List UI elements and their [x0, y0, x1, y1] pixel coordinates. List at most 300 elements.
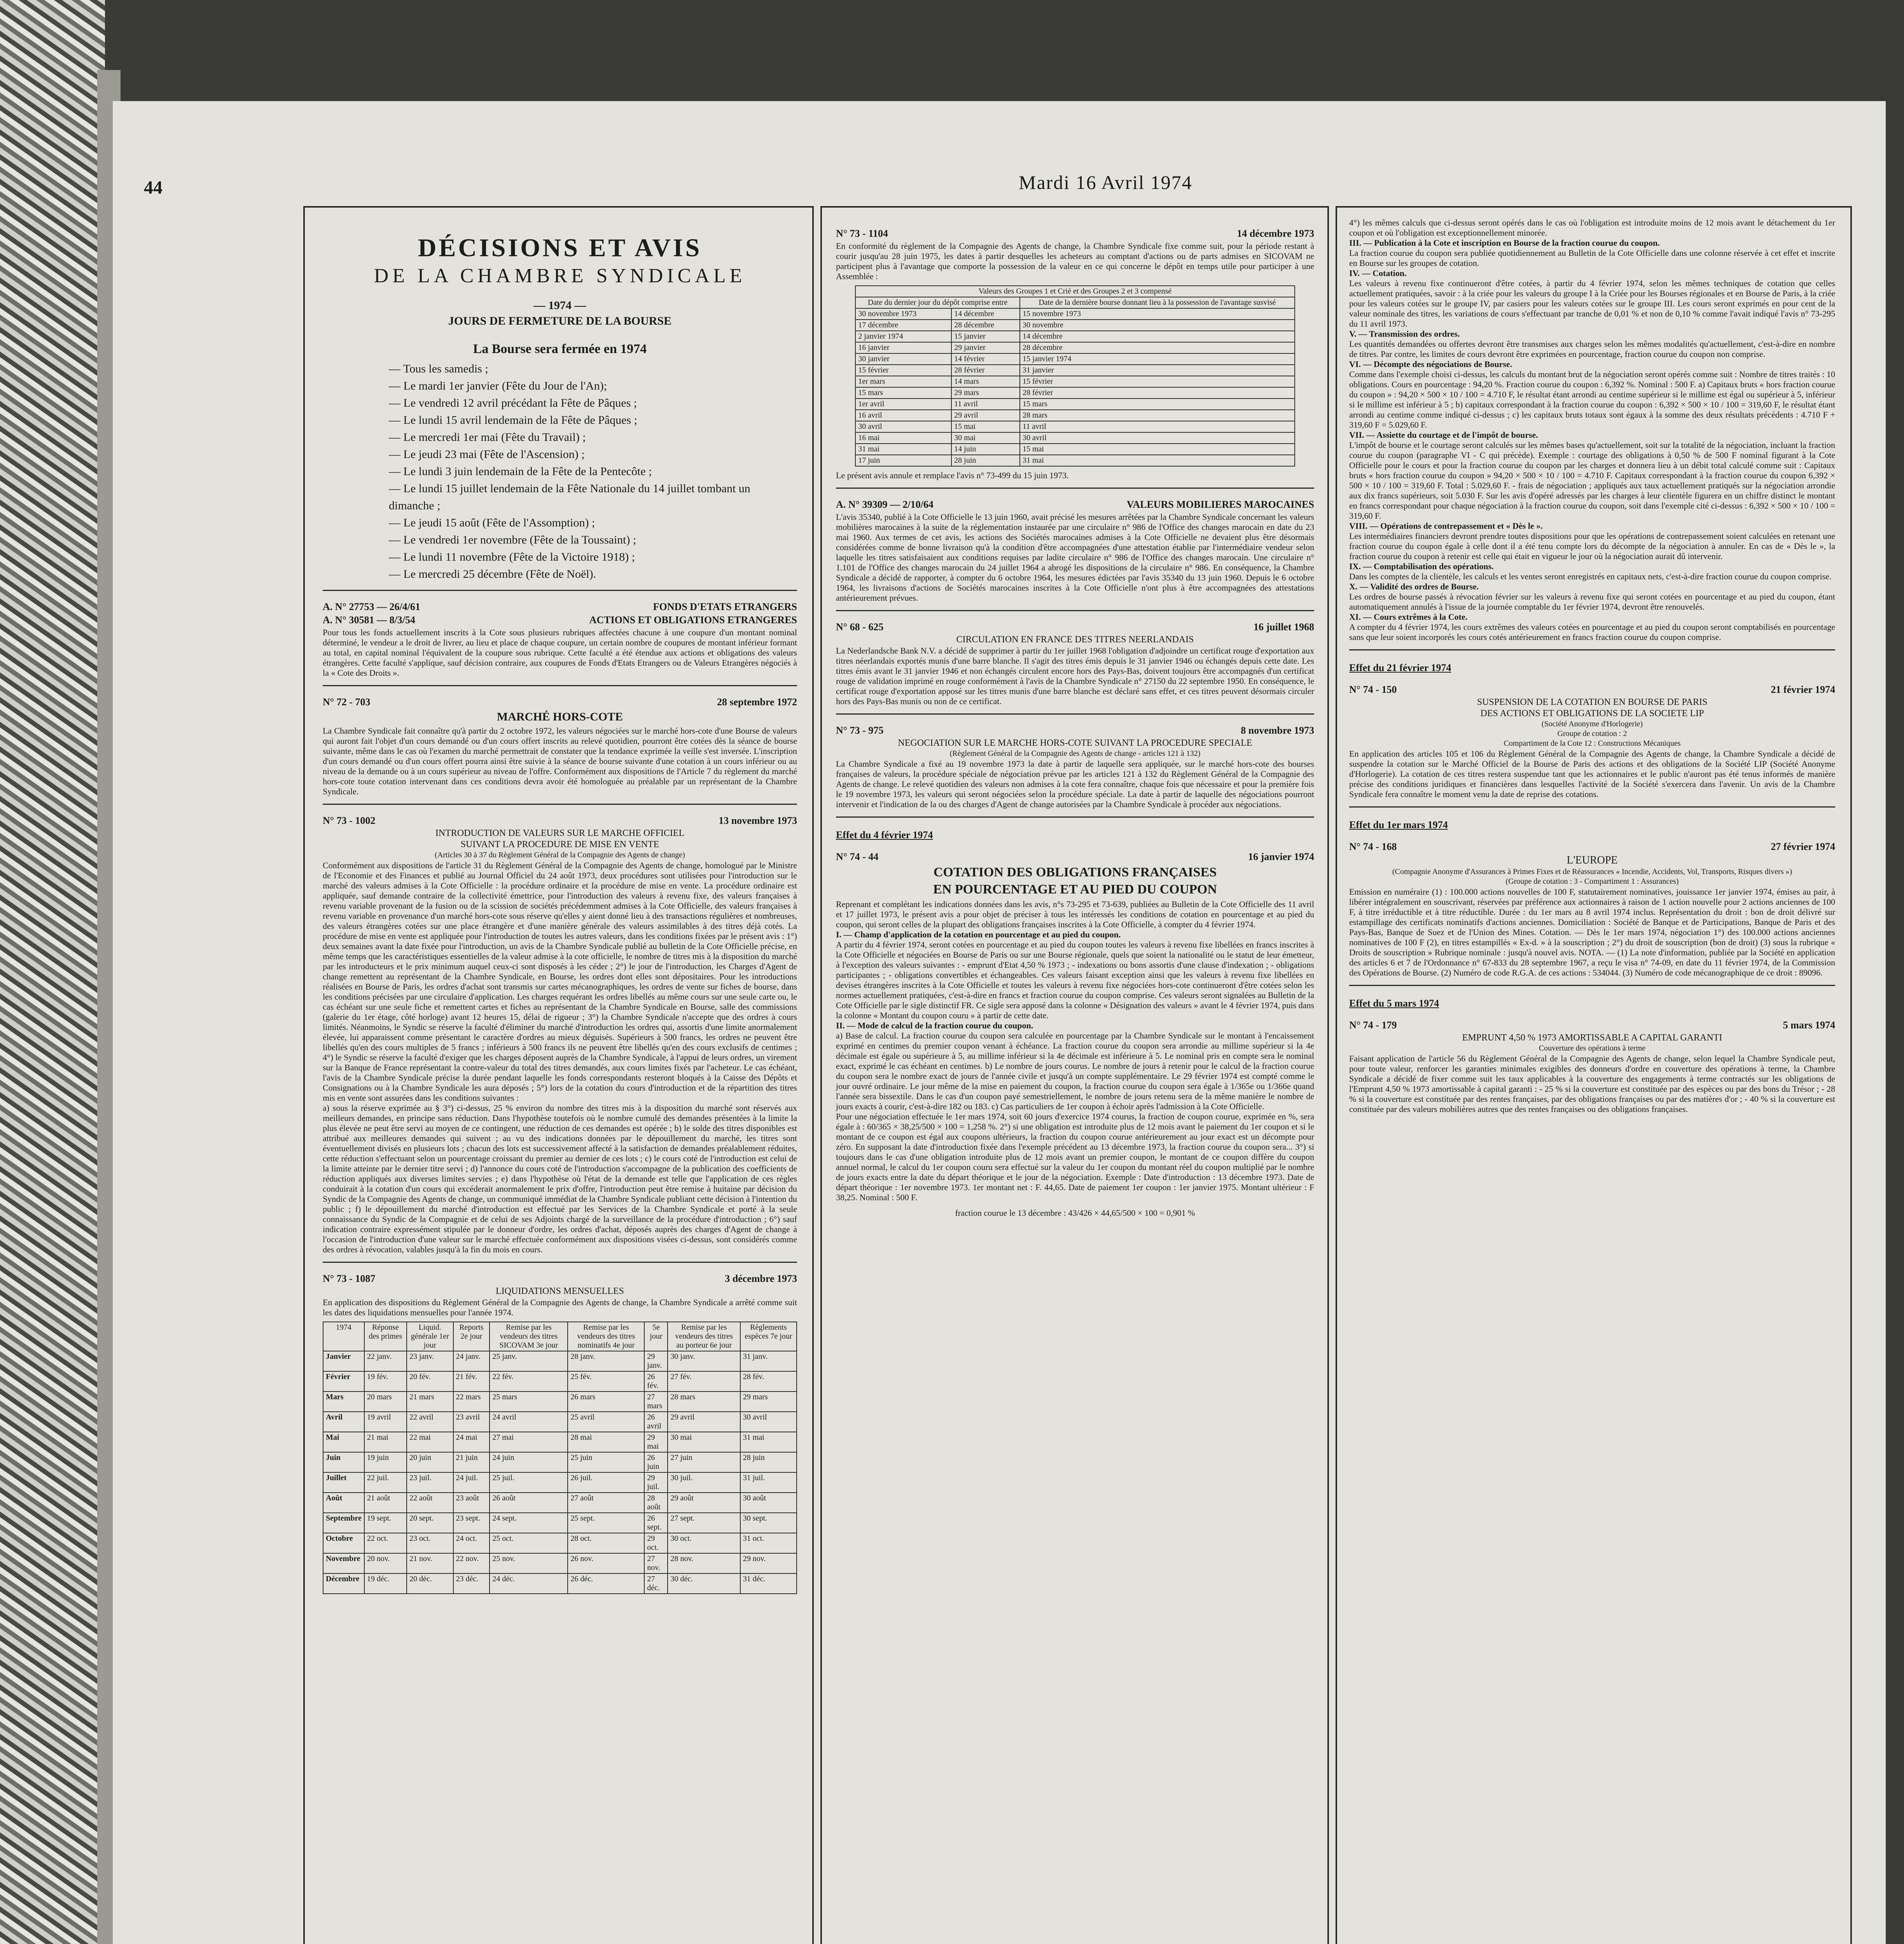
- avis-ref: N° 72 - 703: [323, 696, 371, 708]
- table-cell: 20 juin: [407, 1452, 453, 1472]
- table-cell: 15 février: [1020, 376, 1295, 387]
- column-header: Date du dernier jour du dépôt comprise entre: [855, 297, 1020, 308]
- avis-ref-row: [1349, 1019, 1835, 1031]
- table-cell: 28 fév.: [740, 1371, 797, 1392]
- table-cell: 29 janv.: [644, 1351, 668, 1371]
- table-header-row: [323, 1322, 797, 1351]
- table-cell: 14 juin: [951, 444, 1020, 455]
- table-cell: Septembre: [323, 1513, 364, 1533]
- divider: [323, 685, 797, 686]
- table-row: [855, 410, 1295, 421]
- avis-ref: N° 73 - 1104: [836, 228, 888, 239]
- table-cell: 22 mars: [453, 1392, 490, 1412]
- section-heading: X. — Validité des ordres de Bourse.: [1349, 582, 1479, 591]
- table-cell: 30 janvier: [855, 353, 951, 365]
- column-header: Remise par les vendeurs des titres SICOVAM 3e jour: [490, 1322, 568, 1351]
- table-cell: 23 janv.: [407, 1351, 453, 1371]
- table-row: [855, 432, 1295, 444]
- table-cell: 15 mai: [951, 421, 1020, 432]
- table-cell: 25 juin: [568, 1452, 644, 1472]
- table-cell: 22 nov.: [453, 1553, 490, 1573]
- table-cell: 21 mai: [364, 1432, 407, 1452]
- avis-ref-row: [836, 499, 1314, 510]
- table-cell: 26 juil.: [568, 1472, 644, 1493]
- table-cell: 11 avril: [951, 399, 1020, 410]
- divider: [323, 804, 797, 805]
- table-row: [323, 1533, 797, 1553]
- avis-date: 3 décembre 1973: [725, 1273, 797, 1284]
- effect-date-heading: Effet du 1er mars 1974: [1349, 819, 1448, 830]
- table-cell: 24 janv.: [453, 1351, 490, 1371]
- avis-title: SUSPENSION DE LA COTATION EN BOURSE DE PARIS: [1477, 697, 1708, 707]
- table-cell: 29 juil.: [644, 1472, 668, 1493]
- divider: [1349, 649, 1835, 650]
- avis-text: L'impôt de bourse et le courtage seront calculés sur les mêmes bases qu'actuellement, soit sur la totalité de la négociation, incluant la fraction courue du coupon (paragraphe VI - C qui précède). Exemple : courtage des obligations à 0,50 % de 500 F nominal figurant à la Cote Officielle pour le cours et pour la fraction courue du coupon par les charges et donnera lieu à un débit total calculé comme suit : Capitaux bruts « hors fraction courue du coupon » 94,20 × 500 × 10 / 100 = 4.710 F. Capitaux correspondant à la fraction courue du coupon 6,392 × 500 × 10 / 100 = 319,60 F. Total : 5.029,60 F. - frais de négociation ; appliqués aux taux actuellement pratiqués sur la négociation arrondie aux dix francs supérieurs, soit 5.030 F. Sur les avis d'opéré adressés par les charges à leur clientèle figurera en un chiffre distinct le montant en francs correspondant pour chaque négociation à la fraction courue du coupon, soit dans l'exemple cité ci-dessus : 6,392 × 500 × 10 / 100 = 319,60 F.: [1349, 440, 1835, 521]
- column-1: [323, 218, 797, 1594]
- table-cell: 22 août: [407, 1493, 453, 1513]
- table-cell: 25 sept.: [568, 1513, 644, 1533]
- avis-text: Conformément aux dispositions de l'article 31 du Règlement Général de la Compagnie des Agents de change, homologué par le Ministre de l'Economie et des Finances et publié au Journal Officiel du 24 août 1973, deux procédures sont utilisées pour l'introduction sur le marché des valeurs admises à la Cote Officielle : la procédure ordinaire et la procédure de mise en vente. La procédure ordinaire est appliquée, sauf demande contraire de la collectivité émettrice, pour l'introduction des valeurs à revenu fixe, des valeurs françaises à revenu variable provenant de la fusion ou de la scission de sociétés précédemment admises à la Cote Officielle, des valeurs françaises à revenu variable en provenance d'un marché hors-cote sous réserve qu'elles y aient donné lieu à des transactions régulières et nombreuses, des valeurs étrangères cotées sur une place étrangère et d'une manière générale des valeurs assimilables à des titres déjà cotés. La procédure de mise en vente est appliquée pour l'introduction de toutes les autres valeurs, dans les conditions fixées par le présent avis : 1°) deux semaines avant la date fixée pour l'introduction, un avis de la Chambre Syndicale publié au bulletin de la Cote Officielle précise, en même temps que les caractéristiques essentielles de la valeur admise à la cote officielle, le nombre de titres mis à la disposition du marché par les introducteurs et le prix minimum auquel ceux-ci sont disposés à les céder ; 2°) le jour de l'introduction, les Charges d'Agent de change remettent au représentant de la Chambre Syndicale, en Bourse, les ordres dont elles sont dépositaires. Pour les introductions réalisées en Bourse de Paris, les ordres d'achat sont transmis sur cartes mécanographiques, les ordres de vente sur fiches de bourse, dans les conditions précisées par une circulaire d'application. Les charges requérant les ordres libellés au même cours sur une seule carte ou, le cas échéant sur une seule fiche et remettent cartes et fiches au représentant de la Chambre Syndicale en Bourse, salle des commissions (galerie du 1er étage, côté horloge) avant 12 heures 15, délai de rigueur ; 3°) la Chambre Syndicale n'accepte que des ordres à cours limités. Néanmoins, le Syndic se réserve la faculté d'éliminer du marché d'introduction les ordres qui, assortis d'une limite anormalement élevée, lui apparaissent comme présentant le caractère d'ordres au mieux déguisés. Supérieurs à 500 francs, les ordres ne peuvent être libellés qu'en des cours multiples de 5 francs ; inférieurs à 500 francs ils ne peuvent être libellés qu'en des cours exclusifs de centimes ; 4°) le Syndic se réserve la faculté d'exiger que les charges déposent auprès de la Chambre Syndicale, à l'appui de leurs ordres, un virement sur la Banque de France représentant la contre-valeur du total des titres demandés, aux cours limites fixés par l'acheteur. Le cas échéant, l'avis de la Chambre Syndicale précise la durée pendant laquelle les fonds correspondants resteront bloqués à la Caisse des Dépôts et Consignations ou à la Chambre Syndicale les aura déposés ; 5°) lors de la cotation du cours d'introduction et de la répartition des titres mis en vente sont assurées dans les conditions suivantes :: [323, 860, 797, 1103]
- avis-text: Les ordres de bourse passés à révocation février sur les valeurs à revenu fixe qui seront cotées en pourcentage et au pied du coupon, étant automatiquement annulés à l'issue de la journée comptable du 1er février 1974, devront être renouvelés.: [1349, 592, 1835, 612]
- avis-title: LIQUIDATIONS MENSUELLES: [496, 1286, 624, 1296]
- table-row: [323, 1412, 797, 1432]
- section-heading: XI. — Cours extrêmes à la Cote.: [1349, 612, 1468, 622]
- table-cell: 20 fév.: [407, 1371, 453, 1392]
- table-cell: 24 oct.: [453, 1533, 490, 1553]
- avis-date: 27 février 1974: [1771, 841, 1835, 852]
- avis-subtitle: Compartiment de la Cote 12 : Constructions Mécaniques: [1504, 739, 1681, 748]
- table-cell: 26 mars: [568, 1392, 644, 1412]
- avis-date: 13 novembre 1973: [719, 815, 797, 826]
- avis-ref-row: [323, 696, 797, 708]
- table-cell: 30 mai: [951, 432, 1020, 444]
- section-heading: IX. — Comptabilisation des opérations.: [1349, 561, 1494, 571]
- avis-text: La Chambre Syndicale fait connaître qu'à partir du 2 octobre 1972, les valeurs négociées sur le marché hors-cote d'une Bourse de valeurs qui auront fait l'objet d'un cours demandé ou d'un cours offert inscrits au relevé quotidien, pourront être cotées dès la séance de bourse suivante, même dans le cas où l'examen du marché permettrait de constater que la tendance exprimée la veille s'est inversée. L'inscription d'un cours demandé ou d'un cours offert pourra ainsi être suivie à la séance de bourse suivante d'une cotation à un cours inférieur ou au niveau de la demande ou à un cours supérieur au niveau de l'offre. Conformément aux dispositions de l'Article 7 du règlement du marché hors-cote toute cotation intervenant dans ces conditions devra avoir été homologuée au préalable par un représentant de la Chambre Syndicale.: [323, 726, 797, 796]
- avis-ref: N° 68 - 625: [836, 621, 884, 633]
- table-cell: 17 juin: [855, 455, 951, 466]
- section-heading: VII. — Assiette du courtage et de l'impôt de bourse.: [1349, 430, 1538, 440]
- table-header-row: [855, 297, 1295, 308]
- effect-date-heading: Effet du 4 février 1974: [836, 829, 933, 841]
- table-cell: 26 sept.: [644, 1513, 668, 1533]
- table-row: [323, 1432, 797, 1452]
- page-number: 44: [144, 177, 163, 198]
- table-cell: 20 déc.: [407, 1573, 453, 1594]
- avis-title: NEGOCIATION SUR LE MARCHE HORS-COTE SUIVANT LA PROCEDURE SPECIALE: [898, 738, 1252, 748]
- avis-title: L'EUROPE: [1567, 854, 1618, 866]
- avis-text: a) sous la réserve exprimée au § 3°) ci-dessus, 25 % environ du nombre des titres mis à la disposition du marché sont réservés aux meilleurs demandes, en principe sans réduction. Dans l'hypothèse toutefois où le nombre cumulé des demandes présentées à la limite la plus élevée ne peut être servi au moyen de ce contingent, une réduction de ces demandes est opérée ; b) le solde des titres disponibles est attribué aux meilleures demandes qui suivent ; au vu des indications données par le dépouillement du marché, les titres sont éventuellement divisés en plusieurs lots ; chacun des lots est successivement affecté à la satisfaction de demandes préalablement réduites, cette réduction s'effectuant selon un pourcentage croissant du premier au dernier de ces lots ; c) le cours coté de l'introduction est celui de la limite atteinte par le dernier titre servi ; d) l'annonce du cours coté de l'introduction s'accompagne de la publication des coefficients de réduction appliqués aux diverses limites servies ; e) dans l'hypothèse où l'état de la demande est telle que l'application de ces règles conduirait à la cotation d'un cours qui excéderait anormalement le prix d'offre, l'introduction peut être remise à huitaine par décision du Syndic de la Compagnie des Agents de change, un communiqué immédiat de la Chambre Syndicale publiant cette décision à l'intention du public ; f) le dépouillement du marché d'introduction est effectué par les Services de la Chambre Syndicale et porté à la seule connaissance du Syndic de la Compagnie et de celui de ses Adjoints chargé de la surveillance de la procédure d'introduction ; 6°) sauf indication contraire expressément stipulée par le donneur d'ordre, les ordres d'achat, déposés auprès des charges d'Agent de change à l'occasion de l'introduction d'une valeur sur le marché effectuée conformément aux dispositions visées ci-dessus, sont considérés comme des ordres à révocation, valables jusqu'à la fin du mois en cours.: [323, 1103, 797, 1254]
- table-row: [855, 353, 1295, 365]
- table-cell: 23 déc.: [453, 1573, 490, 1594]
- avis-text: En application des articles 105 et 106 du Règlement Général de la Compagnie des Agents de change, la Chambre Syndicale a décidé de suspendre la cotation sur le Marché Officiel de la Bourse de Paris des actions et des obligations de la Société LIP (Société Anonyme d'Horlogerie). La cotation de ces titres restera suspendue tant que les actionnaires et le public n'auront pas été tenus informés de manière précise des conditions juridiques et financières dans lesquelles l'activité de la Société s'exercera dans l'avenir. Un avis de la Chambre Syndicale fera connaître le moment venu la date de reprise des cotations.: [1349, 749, 1835, 799]
- table-row: [323, 1392, 797, 1412]
- avis-ref-row: [836, 621, 1314, 633]
- avis-title: VALEURS MOBILIERES MAROCAINES: [1126, 499, 1314, 510]
- table-cell: Décembre: [323, 1573, 364, 1594]
- table-row: [323, 1513, 797, 1533]
- table-cell: 15 mars: [1020, 399, 1295, 410]
- avis-text: Les valeurs à revenu fixe continueront d'être cotées, à partir du 4 février 1974, selon les mêmes techniques de cotation que celles actuellement pratiquées, savoir : à la criée pour les valeurs du groupe I à la Criée pour les Bourses régionales et en Bourse de Paris, à la criée pour les valeurs cotées sur le groupe IV, par casiers pour les valeurs cotées sur le groupe III. Les cours seront exprimés en pour cent de la valeur nominale des titres, les variations de cours s'effectuant par tranche de 0,01 % et non de 0,10 % comme l'avait indiqué l'avis n° 73-295 du 11 avril 1973.: [1349, 278, 1835, 329]
- table-cell: 17 décembre: [855, 320, 951, 331]
- avis-ref: N° 74 - 150: [1349, 684, 1397, 695]
- table-cell: 16 mai: [855, 432, 951, 444]
- avis-date: 14 décembre 1973: [1237, 228, 1314, 239]
- table-cell: 16 avril: [855, 410, 951, 421]
- table-cell: 30 août: [740, 1493, 797, 1513]
- table-cell: 23 oct.: [407, 1533, 453, 1553]
- column-header: Remise par les vendeurs des titres nominatifs 4e jour: [568, 1322, 644, 1351]
- closing-day: — Le vendredi 12 avril précédant la Fête de Pâques ;: [389, 397, 637, 409]
- closing-day: — Le jeudi 15 août (Fête de l'Assomption) ;: [389, 516, 595, 529]
- table-cell: 30 avril: [1020, 432, 1295, 444]
- avis-title: SUIVANT LA PROCEDURE DE MISE EN VENTE: [460, 839, 659, 850]
- table-cell: 28 oct.: [568, 1533, 644, 1553]
- effect-date-heading: Effet du 21 février 1974: [1349, 662, 1451, 673]
- closing-day: — Le jeudi 23 mai (Fête de l'Ascension) ;: [389, 448, 585, 461]
- avis-text: En conformité du règlement de la Compagnie des Agents de change, la Chambre Syndicale fixe comme suit, pour la période restant à courir jusqu'au 28 juin 1975, les dates à partir desquelles les acheteurs au comptant d'actions ou de parts admises en SICOVAM ne participent plus à l'avantage que comporte la possession de la valeur en ce qui concerne le dépôt en temps utile pour participer à une Assemblée :: [836, 241, 1314, 281]
- table-cell: 30 mai: [668, 1432, 740, 1452]
- table-cell: 14 février: [951, 353, 1020, 365]
- closing-days-list: [323, 360, 797, 583]
- table-row: [323, 1493, 797, 1513]
- closing-intro: La Bourse sera fermée en 1974: [473, 342, 647, 356]
- closing-day: — Le mercredi 25 décembre (Fête de Noël).: [389, 568, 596, 580]
- table-cell: 14 décembre: [1020, 331, 1295, 342]
- table-cell: 25 janv.: [490, 1351, 568, 1371]
- table-cell: 20 nov.: [364, 1553, 407, 1573]
- table-cell: Janvier: [323, 1351, 364, 1371]
- avis-text: A partir du 4 février 1974, seront cotées en pourcentage et au pied du coupon toutes les valeurs à revenu fixe libellées en francs inscrites à la Cote Officielle et négociées en Bourse de Paris ou sur une Bourse régionale, quels que soient la nationalité ou le statut de leur émetteur, à l'exception des valeurs suivantes : - emprunt d'Etat 4,50 % 1973 ; - indexations ou bons assortis d'une clause d'indexation ; - obligations participantes ; - obligations convertibles et échangeables. Ces valeurs faisant exception ainsi que les valeurs à revenu fixe libellées en devises étrangères inscrites à la Cote Officielle et toutes les valeurs à revenu fixe négociées hors-cote continueront d'être cotées selon les normes actuellement pratiquées, c'est-à-dire en francs et fraction courue du coupon comprise. Ces valeurs seront signalées au Bulletin de la Cote Officielle par le sigle distinctif FR. Ce sigle sera apposé dans la colonne « Désignation des valeurs » avant le 4 février 1974, puis dans la colonne « Montant du coupon couru » à partir de cette date.: [836, 940, 1314, 1020]
- table-cell: 15 février: [855, 365, 951, 376]
- table-caption: Valeurs des Groupes 1 et Crié et des Groupes 2 et 3 compensé: [855, 286, 1295, 297]
- avis-ref: A. N° 39309 — 2/10/64: [836, 499, 934, 510]
- table-cell: 28 juin: [951, 455, 1020, 466]
- table-cell: 15 janvier 1974: [1020, 353, 1295, 365]
- avis-title: COTATION DES OBLIGATIONS FRANÇAISES: [933, 865, 1217, 879]
- table-row: [323, 1472, 797, 1493]
- avis-ref-row: [323, 815, 797, 827]
- closing-day: — Le lundi 15 juillet lendemain de la Fête Nationale du 14 juillet tombant un dimanche ;: [389, 482, 750, 512]
- table-cell: 28 décembre: [951, 320, 1020, 331]
- table-cell: 27 août: [568, 1493, 644, 1513]
- table-cell: Mars: [323, 1392, 364, 1412]
- table-cell: 25 oct.: [490, 1533, 568, 1553]
- avis-text: Pour tous les fonds actuellement inscrits à la Cote sous plusieurs rubriques affectées chacune à une coupure d'un montant nominal déterminé, le vendeur a le droit de livrer, au lieu et place de chaque coupure, un certain nombre de coupures de montant inférieur formant au total, en capital nominal l'équivalent de la coupure sous rubrique. Cette faculté a été étendue aux actions et obligations des valeurs étrangères. Cette faculté s'applique, sauf décision contraire, aux coupures de Fonds d'Etats Etrangers ou de Valeurs Etrangères négociés à la « Cote des Droits ».: [323, 628, 797, 678]
- table-cell: 31 mai: [855, 444, 951, 455]
- table-cell: 15 janvier: [951, 331, 1020, 342]
- table-cell: 25 nov.: [490, 1553, 568, 1573]
- avis-subtitle: (Société Anonyme d'Horlogerie): [1541, 720, 1643, 728]
- avis-ref-row: [1349, 841, 1835, 853]
- avis-text: Les quantités demandées ou offertes devront être transmises aux charges selon les mêmes modalités qu'actuellement, c'est-à-dire en nombre de titres. Par contre, les limites de cours devront être exprimées en pourcentage, fraction courue du coupon non comprise.: [1349, 339, 1835, 359]
- avis-ref-row: [323, 614, 797, 626]
- closing-day: — Le lundi 11 novembre (Fête de la Victoire 1918) ;: [389, 551, 635, 563]
- divider: [323, 590, 797, 591]
- section-heading: VI. — Décompte des négociations de Bourse.: [1349, 359, 1512, 369]
- table-cell: 30 janv.: [668, 1351, 740, 1371]
- table-row: [855, 387, 1295, 399]
- table-cell: 29 mars: [951, 387, 1020, 399]
- table-cell: 14 décembre: [951, 308, 1020, 320]
- avis-date: 16 juillet 1968: [1254, 621, 1314, 633]
- table-cell: 11 avril: [1020, 421, 1295, 432]
- table-cell: 2 janvier 1974: [855, 331, 951, 342]
- column-header: 5e jour: [644, 1322, 668, 1351]
- table-cell: 20 mars: [364, 1392, 407, 1412]
- divider: [1349, 985, 1835, 986]
- column-header: Liquid. générale 1er jour: [407, 1322, 453, 1351]
- table-cell: 15 mars: [855, 387, 951, 399]
- table-cell: 27 nov.: [644, 1553, 668, 1573]
- table-cell: 30 juil.: [668, 1472, 740, 1493]
- closing-day: — Le lundi 3 juin lendemain de la Fête de la Pentecôte ;: [389, 465, 652, 478]
- closing-day: — Le lundi 15 avril lendemain de la Fête de Pâques ;: [389, 414, 637, 427]
- avis-text: La fraction courue du coupon sera publiée quotidiennement au Bulletin de la Cote Officielle dans une colonne réservée à cet effet et inscrite en Bourse sur les groupes de cotation.: [1349, 248, 1835, 268]
- table-row: [323, 1452, 797, 1472]
- avis-subtitle: (Groupe de cotation : 3 - Compartiment 1 : Assurances): [1505, 877, 1679, 886]
- table-cell: 21 fév.: [453, 1371, 490, 1392]
- section-heading: III. — Publication à la Cote et inscription en Bourse de la fraction courue du coupon.: [1349, 238, 1660, 248]
- section-heading: VIII. — Opérations de contrepassement et « Dès le ».: [1349, 521, 1543, 531]
- table-cell: 22 mai: [407, 1432, 453, 1452]
- avis-title: FONDS D'ETATS ETRANGERS: [653, 601, 797, 612]
- avis-title: MARCHÉ HORS-COTE: [497, 710, 623, 723]
- table-cell: 28 décembre: [1020, 342, 1295, 353]
- divider: [323, 1262, 797, 1263]
- section-heading: I. — Champ d'application de la cotation en pourcentage et au pied du coupon.: [836, 930, 1121, 939]
- avis-ref: N° 73 - 975: [836, 725, 884, 736]
- avis-date: 8 novembre 1973: [1241, 725, 1314, 736]
- table-cell: 25 juil.: [490, 1472, 568, 1493]
- avis-ref: N° 74 - 44: [836, 851, 879, 862]
- avis-subtitle: (Compagnie Anonyme d'Assurances à Primes Fixes et de Réassurances « Incendie, Accidents, Vol, Transports, Risques divers »): [1392, 867, 1792, 876]
- table-cell: 28 février: [951, 365, 1020, 376]
- table-cell: 14 mars: [951, 376, 1020, 387]
- table-cell: 29 août: [668, 1493, 740, 1513]
- table-cell: 25 mars: [490, 1392, 568, 1412]
- table-cell: 19 déc.: [364, 1573, 407, 1594]
- table-row: [323, 1371, 797, 1392]
- table-cell: Juillet: [323, 1472, 364, 1493]
- table-cell: 24 avril: [490, 1412, 568, 1432]
- closing-heading: JOURS DE FERMETURE DE LA BOURSE: [448, 315, 672, 327]
- main-title: DÉCISIONS ET AVIS: [418, 234, 702, 262]
- liquidation-table: [323, 1322, 797, 1594]
- table-cell: 15 mai: [1020, 444, 1295, 455]
- closing-day: — Le vendredi 1er novembre (Fête de la Toussaint) ;: [389, 533, 636, 546]
- table-row: [855, 376, 1295, 387]
- sicovam-table: [855, 285, 1295, 467]
- column-header: 1974: [323, 1322, 364, 1351]
- table-cell: 1er mars: [855, 376, 951, 387]
- table-cell: 22 juil.: [364, 1472, 407, 1493]
- divider: [836, 713, 1314, 715]
- table-cell: Août: [323, 1493, 364, 1513]
- avis-subtitle: (Articles 30 à 37 du Règlement Général de la Compagnie des Agents de change): [435, 851, 685, 859]
- avis-ref: N° 73 - 1087: [323, 1273, 376, 1284]
- table-row: [323, 1351, 797, 1371]
- avis-ref: N° 73 - 1002: [323, 815, 376, 826]
- table-cell: 29 mai: [644, 1432, 668, 1452]
- avis-ref-row: [323, 1273, 797, 1285]
- table-cell: 31 mai: [1020, 455, 1295, 466]
- table-cell: 31 déc.: [740, 1573, 797, 1594]
- table-cell: 28 mai: [568, 1432, 644, 1452]
- table-cell: 20 sept.: [407, 1513, 453, 1533]
- table-cell: 30 sept.: [740, 1513, 797, 1533]
- table-cell: 28 août: [644, 1493, 668, 1513]
- table-cell: 24 sept.: [490, 1513, 568, 1533]
- table-cell: 27 juin: [668, 1452, 740, 1472]
- table-cell: 19 juin: [364, 1452, 407, 1472]
- column-header: Reports 2e jour: [453, 1322, 490, 1351]
- table-cell: 21 juin: [453, 1452, 490, 1472]
- table-cell: 21 août: [364, 1493, 407, 1513]
- avis-date: 21 février 1974: [1771, 684, 1835, 695]
- table-cell: 27 mars: [644, 1392, 668, 1412]
- section-heading: IV. — Cotation.: [1349, 268, 1407, 278]
- table-cell: 26 août: [490, 1493, 568, 1513]
- avis-text: Emission en numéraire (1) : 100.000 actions nouvelles de 100 F, statutairement nominatives, jouissance 1er janvier 1974, émises au pair, à libérer intégralement en souscrivant, réservées par préférence aux actionnaires à raison de 1 action nouvelle pour 2 actions anciennes de 100 F, à titre irréductible et à titre réductible. Durée : du 1er mars au 8 avril 1974 inclus. Représentation du droit : bon de droit délivré sur estampillage des certificats nominatifs d'actions anciennes. Domiciliation : Société de Banque et de Participations, Banque de Paris et des Pays-Bas, Banque de Suez et de l'Union des Mines. Cotation. — Dès le 1er mars 1974, négociation 1°) des 100.000 actions anciennes nominatives de 100 F (2), en titres estampillés « Ex-d. » à la souscription ; 2°) du droit de souscription (bon de droit) (3) sous la rubrique « Droits de souscription » Rubrique nominale : jusqu'à nouvel avis. NOTA. — (1) La note d'information, publiée par la Société en application des articles 6 et 7 de l'Ordonnance n° 67-833 du 28 septembre 1967, a reçu le visa n° 74-09, en date du 11 février 1974, de la Commission des Opérations de Bourse. (2) Numéro de code R.G.A. de ces actions : 534044. (3) Numéro de code mécanographique de ce droit : 89096.: [1349, 887, 1835, 977]
- table-row: [855, 455, 1295, 466]
- table-cell: 29 oct.: [644, 1533, 668, 1553]
- table-cell: 28 février: [1020, 387, 1295, 399]
- table-cell: 25 fév.: [568, 1371, 644, 1392]
- table-cell: 31 juil.: [740, 1472, 797, 1493]
- avis-text: L'avis 35340, publié à la Cote Officielle le 13 juin 1960, avait précisé les mesures arrêtées par la Chambre Syndicale concernant les valeurs mobilières marocaines à la suite de la réglementation instaurée par une circulaire n° 986 de l'Office des changes marocain en date du 23 mai 1960. Aux termes de cet avis, les actions des Sociétés marocaines admises à la Cote Officielle ne devaient plus être désormais considérées comme de bonne livraison qu'à la condition d'être accompagnées d'une attestation établie par l'intermédiaire vendeur selon laquelle les titres satisfaisaient aux conditions requises par ladite circulaire n° 986 de l'Office des changes marocain. Une circulaire n° 1.101 de l'Office des changes marocain du 24 juillet 1964 a abrogé les dispositions de la circulaire n° 986. En conséquence, la Chambre Syndicale a décidé de rapporter, à compter du 6 octobre 1964, les mesures édictées par l'avis 35340 du 13 juin 1960. Depuis le 6 octobre 1964, les livraisons d'actions de Sociétés marocaines inscrites à la Cote Officielle n'ont plus à être accompagnées des attestations antérieurement prévues.: [836, 512, 1314, 603]
- table-cell: 24 juil.: [453, 1472, 490, 1493]
- table-cell: 23 sept.: [453, 1513, 490, 1533]
- avis-ref-row: [836, 228, 1314, 240]
- avis-title: CIRCULATION EN FRANCE DES TITRES NEERLANDAIS: [956, 635, 1194, 645]
- divider: [836, 488, 1314, 489]
- table-row: [323, 1553, 797, 1573]
- table-cell: 26 fév.: [644, 1371, 668, 1392]
- table-cell: 30 novembre 1973: [855, 308, 951, 320]
- table-cell: Février: [323, 1371, 364, 1392]
- avis-ref: N° 74 - 168: [1349, 841, 1397, 852]
- table-cell: 29 nov.: [740, 1553, 797, 1573]
- avis-ref-row: [836, 725, 1314, 736]
- avis-text: La Nederlandsche Bank N.V. a décidé de supprimer à partir du 1er juillet 1968 l'obligation d'adjoindre un certificat rouge d'exportation aux titres néerlandais exportés munis d'une barre blanche. Il s'agit des titres émis depuis le 31 janvier 1946 ou échangés depuis cette date. Les titres émis avant le 31 janvier 1946 et non échangés circulent encore hors des Pays-Bas, doivent toujours être accompagnés d'un certificat rouge de validation imprimé en rouge conformément à l'avis de la Chambre Syndicale n° 27150 du 22 septembre 1950. En conséquence, le certificat rouge d'exportation apposé sur les titres munis d'une barre blanche est déclaré sans effet, et ces titres peuvent désormais circuler hors des Pays-Bas munis ou non de ce certificat.: [836, 646, 1314, 706]
- divider: [836, 610, 1314, 611]
- table-cell: 30 oct.: [668, 1533, 740, 1553]
- table-cell: 19 avril: [364, 1412, 407, 1432]
- avis-ref: A. N° 27753 — 26/4/61: [323, 601, 420, 612]
- effect-date-heading: Effet du 5 mars 1974: [1349, 998, 1439, 1009]
- avis-title: ACTIONS ET OBLIGATIONS ETRANGERES: [589, 614, 797, 626]
- table-cell: 21 nov.: [407, 1553, 453, 1573]
- table-row: [855, 342, 1295, 353]
- table-cell: 30 avril: [740, 1412, 797, 1432]
- section-heading: II. — Mode de calcul de la fraction courue du coupon.: [836, 1021, 1033, 1030]
- table-cell: 29 avril: [951, 410, 1020, 421]
- divider: [1349, 806, 1835, 808]
- avis-text: Les intermédiaires financiers devront prendre toutes dispositions pour que les opérations de contrepassement soient calculées en retenant une fraction courue du coupon égale à celle dont il a été tenu compte lors du décompte de la négociation à annuler. En cas de « Dès le », la fraction courue du coupon à retenir est celle qui était en vigueur le jour où la négociation aurait dû intervenir.: [1349, 531, 1835, 561]
- formula: fraction courue le 13 décembre : 43/426 × 44,65/500 × 100 = 0,901 %: [955, 1208, 1195, 1218]
- avis-text: a) Base de calcul. La fraction courue du coupon sera calculée en pourcentage par la Chambre Syndicale sur le montant à l'encaissement exprimé en centimes du premier coupon venant à échéance. La fraction courue du coupon sera arrondie au millime supérieur si la 4e décimale est égale ou supérieure à 5, au millime inférieur si la 4e décimale est inférieure à 5. Le nominal pris en compte sera le nominal exact, exprimé le cas échéant en centimes. b) Le nombre de jours courus. Le nombre de jours à retenir pour le calcul de la fraction courue du coupon sera le nombre exact de jours de l'année civile et jusqu'à un compte supplémentaire. Le 29 février 1974 est compté comme le jour ouvré ordinaire. Le jour même de la mise en paiement du coupon, la fraction courue du coupon sera égale à 1/365e ou 1/366e quand l'année sera bissextile. Dans le cas d'un coupon payé semestriellement, le nombre de jours retenu sera de la même manière le nombre de jours exacts à courir, c'est-à-dire 182 ou 183. c) Cas particuliers de 1er coupon à échoir après l'admission à la Cote Officielle.: [836, 1031, 1314, 1111]
- avis-text: 4°) les mêmes calculs que ci-dessus seront opérés dans le cas où l'obligation est introduite moins de 12 mois avant le détachement du 1er coupon et où l'obligation est exceptionnellement minorée.: [1349, 218, 1835, 238]
- table-cell: 27 sept.: [668, 1513, 740, 1533]
- table-cell: 24 mai: [453, 1432, 490, 1452]
- table-row: [855, 444, 1295, 455]
- avis-title: EN POURCENTAGE ET AU PIED DU COUPON: [933, 882, 1217, 897]
- sicovam-table-body: [855, 308, 1295, 466]
- avis-date: 16 janvier 1974: [1248, 851, 1314, 862]
- avis-text: La Chambre Syndicale a fixé au 19 novembre 1973 la date à partir de laquelle sera appliquée, sur le marché hors-cote des bourses françaises de valeurs, la procédure spéciale de négociation prévue par les articles 121 à 132 du Règlement Général de la Compagnie des Agents de change. Le relevé quotidien des valeurs non admises à la cote fera connaître, chaque fois que nécessaire et pour la première fois le 19 novembre 1973, les valeurs qui seront négociées selon la procédure spéciale. La date à partir de laquelle des négociations pourront intervenir et l'indication de la ou des charges d'Agent de change autorisées par la Chambre Syndicale à procéder aux négociations.: [836, 759, 1314, 809]
- table-cell: 28 juin: [740, 1452, 797, 1472]
- table-row: [855, 399, 1295, 410]
- table-cell: 21 mars: [407, 1392, 453, 1412]
- table-cell: 25 avril: [568, 1412, 644, 1432]
- table-cell: 26 avril: [644, 1412, 668, 1432]
- table-cell: 28 janv.: [568, 1351, 644, 1371]
- avis-title: EMPRUNT 4,50 % 1973 AMORTISSABLE A CAPITAL GARANTI: [1462, 1033, 1722, 1043]
- table-cell: 22 janv.: [364, 1351, 407, 1371]
- closing-day: — Le mercredi 1er mai (Fête du Travail) ;: [389, 431, 586, 444]
- table-cell: 28 mars: [1020, 410, 1295, 421]
- table-cell: Avril: [323, 1412, 364, 1432]
- avis-subtitle: Groupe de cotation : 2: [1557, 729, 1627, 738]
- avis-ref: N° 74 - 179: [1349, 1019, 1397, 1031]
- table-cell: 23 juil.: [407, 1472, 453, 1493]
- avis-text: Faisant application de l'article 56 du Règlement Général de la Compagnie des Agents de change, selon lequel la Chambre Syndicale peut, pour toute valeur, renforcer les garanties minimales exigibles des donneurs d'ordre en couverture des opérations à terme, la Chambre Syndicale a décidé de fixer comme suit les taux applicables à la couverture des engagements à terme contractés sur les obligations de l'Emprunt 4,50 % 1973 amortissable à capital garanti : - 25 % si la couverture est constituée par des espèces ou par des bons du Trésor ; - 28 % si la couverture est constituée par des rentes françaises, par des obligations françaises ou par des matières d'or ; - 40 % si la couverture est constituée par des valeurs mobilières autres que des rentes françaises ou des obligations françaises.: [1349, 1054, 1835, 1114]
- table-cell: 29 mars: [740, 1392, 797, 1412]
- avis-text: Comme dans l'exemple choisi ci-dessus, les calculs du montant brut de la négociation seront opérés comme suit : Nombre de titres traités : 10 obligations. Cours en pourcentage : 94,20 %. Fraction courue du coupon : 6,392 %. Nominal : 500 F. a) Capitaux bruts « hors fraction courue du coupon » : 94,20 × 500 × 10 / 100 = 4.710 F, le résultat étant arrondi au centime supérieur si le millime est égal ou supérieur à 5, inférieur si le millime est inférieur à 5 ; b) capitaux correspondant à la fraction courue du coupon : 6,392 × 500 × 10 / 100 = 319,60 F, le résultat étant arrondi au centime comme indiqué ci-dessus ; c) les capitaux bruts totaux sont égaux à la somme des deux résultats précédents : 4.710 F + 319,60 F = 5.029,60 F.: [1349, 369, 1835, 430]
- table-cell: 29 avril: [668, 1412, 740, 1432]
- table-cell: 26 déc.: [568, 1573, 644, 1594]
- divider: [836, 816, 1314, 818]
- table-cell: 27 mai: [490, 1432, 568, 1452]
- table-cell: 27 fév.: [668, 1371, 740, 1392]
- avis-title: DES ACTIONS ET OBLIGATIONS DE LA SOCIETE LIP: [1480, 708, 1704, 719]
- year-line: — 1974 —: [533, 299, 586, 312]
- table-row: [855, 320, 1295, 331]
- avis-text: Reprenant et complétant les indications données dans les avis, n°s 73-295 et 73-639, publiées au Bulletin de la Cote Officielle des 11 avril et 17 juillet 1973, le présent avis a pour objet de préciser à tous les intéressés les conditions de cotation en pourcentage et au pied du coupon, qui seront celles de la plupart des obligations françaises inscrites à la Cote Officielle, à compter du 4 février 1974.: [836, 899, 1314, 929]
- avis-subtitle: Couverture des opérations à terme: [1539, 1044, 1646, 1052]
- avis-note: Le présent avis annule et remplace l'avis n° 73-499 du 15 juin 1973.: [836, 470, 1069, 480]
- avis-ref-row: [836, 851, 1314, 863]
- avis-date: 5 mars 1974: [1783, 1019, 1835, 1031]
- table-cell: 26 nov.: [568, 1553, 644, 1573]
- table-row: [855, 331, 1295, 342]
- column-header: Règlements espèces 7e jour: [740, 1322, 797, 1351]
- avis-text: Dans les comptes de la clientèle, les calculs et les ventes seront enregistrés en capitaux nets, c'est-à-dire fraction courue du coupon comprise.: [1349, 572, 1832, 581]
- column-header: Remise par les vendeurs des titres au porteur 6e jour: [668, 1322, 740, 1351]
- table-cell: 22 avril: [407, 1412, 453, 1432]
- table-cell: 26 juin: [644, 1452, 668, 1472]
- table-cell: 30 avril: [855, 421, 951, 432]
- table-cell: 28 mars: [668, 1392, 740, 1412]
- section-heading: V. — Transmission des ordres.: [1349, 329, 1460, 339]
- column-header: Réponse des primes: [364, 1322, 407, 1351]
- closing-day: — Tous les samedis ;: [389, 362, 488, 375]
- avis-ref-row: [1349, 684, 1835, 696]
- table-cell: 22 oct.: [364, 1533, 407, 1553]
- avis-text: A compter du 4 février 1974, les cours extrêmes des valeurs cotées en pourcentage et au pied du coupon seront comptabilisés en pourcentage sans que leur soient incorporés les cours cotés antérieurement en francs fraction courue du coupon comprise.: [1349, 622, 1835, 642]
- book-binding: [0, 0, 105, 1944]
- table-cell: 30 déc.: [668, 1573, 740, 1594]
- table-cell: 29 janvier: [951, 342, 1020, 353]
- table-cell: 23 août: [453, 1493, 490, 1513]
- column-2: [836, 218, 1314, 1218]
- avis-ref-row: [323, 601, 797, 613]
- table-cell: 15 novembre 1973: [1020, 308, 1295, 320]
- table-row: [855, 308, 1295, 320]
- table-cell: 16 janvier: [855, 342, 951, 353]
- table-cell: 22 fév.: [490, 1371, 568, 1392]
- table-cell: 31 janvier: [1020, 365, 1295, 376]
